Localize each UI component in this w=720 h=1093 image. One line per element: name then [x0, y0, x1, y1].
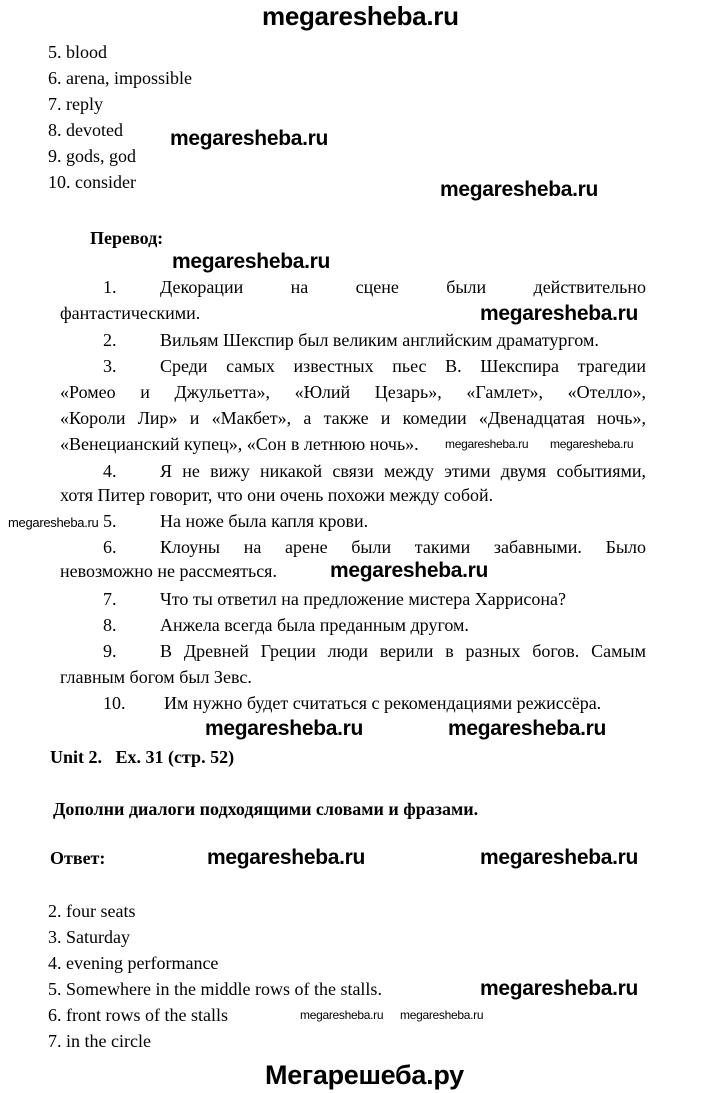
watermark[interactable]: megaresheba.ru: [170, 127, 329, 150]
exercise-task: Дополни диалоги подходящими словами и фразами.: [53, 799, 479, 819]
item-text: Вильям Шекспир был великим английским драматургом.: [160, 330, 599, 350]
item-text: Что ты ответил на предложение мистера Харрисона?: [160, 589, 567, 609]
watermark[interactable]: megaresheba.ru: [300, 1008, 384, 1022]
answer-line: 8. devoted: [48, 120, 123, 140]
answer-line: 3. Saturday: [48, 927, 130, 947]
answer-line: 4. evening performance: [48, 953, 219, 973]
translation-heading: Перевод:: [90, 228, 164, 248]
watermark[interactable]: megaresheba.ru: [330, 559, 489, 582]
item-number: 3.: [103, 356, 117, 376]
item-text: хотя Питер говорит, что они очень похожи между собой.: [60, 485, 494, 505]
item-text: «Венецианский купец», «Сон в летнюю ночь».: [60, 434, 419, 454]
watermark[interactable]: megaresheba.ru: [480, 846, 639, 869]
watermark[interactable]: megaresheba.ru: [207, 846, 366, 869]
item-number: 4.: [103, 461, 117, 481]
watermark[interactable]: megaresheba.ru: [445, 437, 529, 451]
item-text: В Древней Греции люди верили в разных богов. Самым: [160, 641, 646, 661]
answer-line: 10. consider: [48, 172, 136, 192]
watermark[interactable]: megaresheba.ru: [172, 250, 331, 273]
item-number: 8.: [103, 615, 117, 635]
answer-line: 6. arena, impossible: [48, 68, 192, 88]
watermark[interactable]: megaresheba.ru: [440, 178, 599, 201]
item-text: главным богом был Зевс.: [60, 667, 252, 687]
exercise-title: Unit 2. Ex. 31 (стр. 52): [50, 747, 235, 767]
item-text: невозможно не рассмеяться.: [60, 561, 277, 581]
item-text: фантастическими.: [60, 303, 201, 323]
answer-line: 2. four seats: [48, 901, 136, 921]
footer-watermark[interactable]: Мегарешеба.ру: [265, 1060, 464, 1090]
item-text: «Короли Лир» и «Макбет», а также и комедии «Двенадцатая ночь»,: [60, 408, 646, 428]
watermark[interactable]: megaresheba.ru: [400, 1008, 484, 1022]
item-number: 7.: [103, 589, 117, 609]
watermark[interactable]: megaresheba.ru: [550, 437, 634, 451]
answer-line: 7. reply: [48, 94, 103, 114]
item-number: 10.: [103, 693, 126, 713]
item-text: Анжела всегда была преданным другом.: [160, 615, 469, 635]
watermark[interactable]: megaresheba.ru: [480, 302, 639, 325]
item-text: На ноже была капля крови.: [160, 511, 369, 531]
answer-line: 7. in the circle: [48, 1031, 151, 1051]
answer-line: 5. blood: [48, 42, 108, 62]
answer-label: Ответ:: [50, 848, 106, 868]
item-text: Декорации на сцене были действительно: [160, 277, 646, 297]
item-number: 9.: [103, 641, 117, 661]
item-text: Клоуны на арене были такими забавными. Было: [160, 537, 646, 557]
item-number: 2.: [103, 330, 117, 350]
watermark[interactable]: megaresheba.ru: [205, 717, 364, 740]
watermark[interactable]: megaresheba.ru: [448, 717, 607, 740]
item-text: Среди самых известных пьес В. Шекспира трагедии: [160, 356, 646, 376]
watermark[interactable]: megaresheba.ru: [480, 977, 639, 1000]
answer-line: 9. gods, god: [48, 146, 137, 166]
answer-line: 5. Somewhere in the middle rows of the stalls.: [48, 979, 382, 999]
watermark[interactable]: megaresheba.ru: [262, 1, 459, 31]
item-number: 1.: [103, 277, 117, 297]
watermark[interactable]: megaresheba.ru: [8, 515, 99, 530]
item-text: Я не вижу никакой связи между этими двумя событиями,: [160, 461, 646, 481]
item-number: 6.: [103, 537, 117, 557]
item-text: «Ромео и Джульетта», «Юлий Цезарь», «Гамлет», «Отелло»,: [60, 382, 646, 402]
item-text: Им нужно будет считаться с рекомендациями режиссёра.: [164, 693, 602, 713]
answer-line: 6. front rows of the stalls: [48, 1005, 228, 1025]
item-number: 5.: [103, 511, 117, 531]
